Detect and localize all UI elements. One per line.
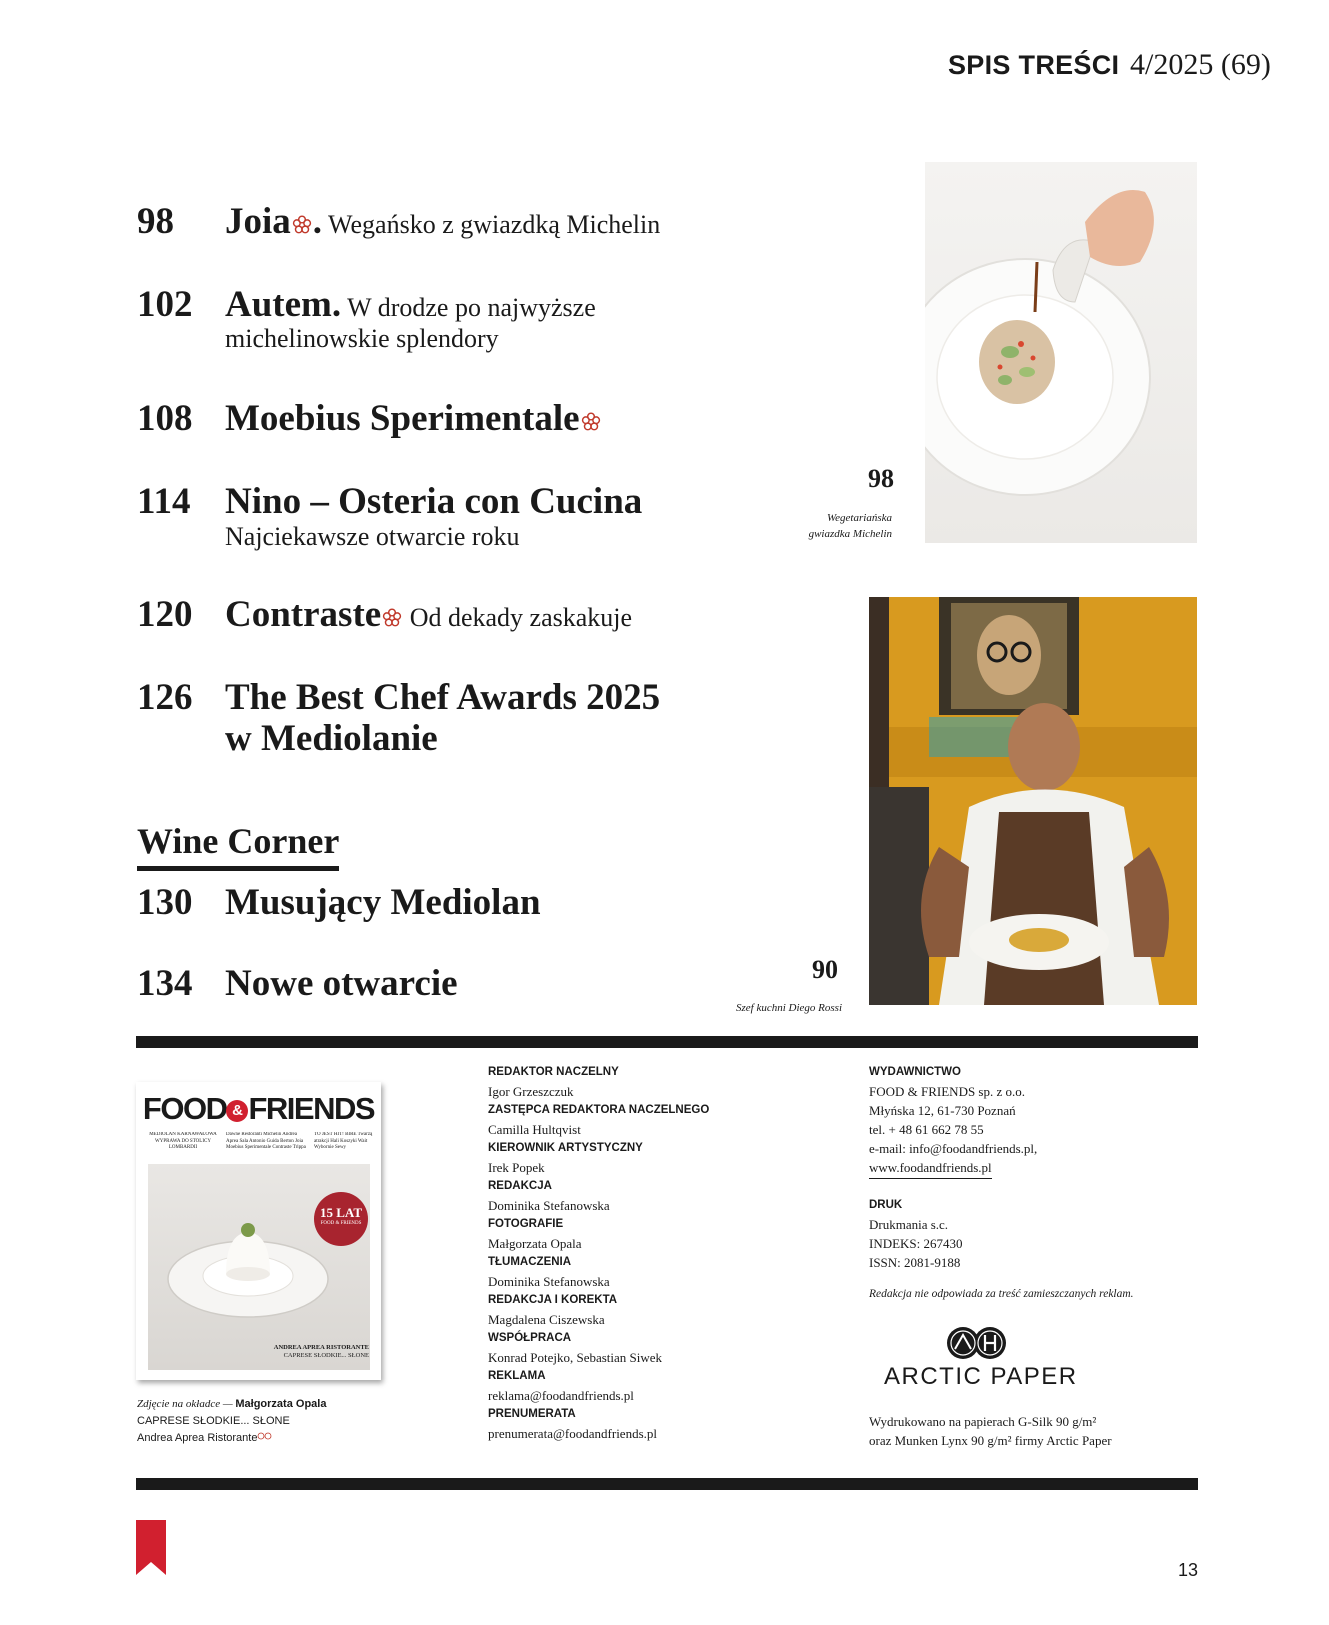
ads-disclaimer: Redakcja nie odpowiada za treść zamieszczanych reklam. <box>869 1288 1134 1300</box>
toc-title: Joia <box>225 201 291 242</box>
cover-strap-left: MEDIOLAN KARNAWAŁOWA WYPRAWA DO STOLICY LOMBARDII <box>149 1132 217 1150</box>
bookmark-icon <box>136 1520 166 1575</box>
dish-photo-caption: Wegetariańska gwiazdka Michelin <box>808 512 892 540</box>
subscription-email-link[interactable]: prenumerata@foodandfriends.pl <box>488 1426 657 1441</box>
toc-page-number: 126 <box>137 677 193 718</box>
toc-title: Moebius Sperimentale <box>225 398 580 439</box>
section-heading-wine-corner: Wine Corner <box>137 820 339 871</box>
toc-subtitle: Od dekady zaskakuje <box>403 603 633 632</box>
toc-entry-musujacy-mediolan[interactable] <box>225 881 541 924</box>
publisher-info: WYDAWNICTWO FOOD & FRIENDS sp. z o.o. Młyńska 12, 61-730 Poznań tel. + 48 61 662 78 55 e-mail: info@foodandfriends.pl, www.foodandfriends.pl <box>869 1063 1199 1179</box>
toc-title-line2: w Mediolanie <box>225 718 438 759</box>
toc-title: Contraste <box>225 594 382 635</box>
toc-page-number: 130 <box>137 882 193 923</box>
toc-entry-joia[interactable] <box>225 200 660 246</box>
michelin-star-icon <box>580 400 602 443</box>
publisher-email-link[interactable]: e-mail: info@foodandfriends.pl, <box>869 1141 1038 1156</box>
toc-entry-nowe-otwarcie[interactable] <box>225 962 458 1005</box>
cover-caption: Zdjęcie na okładce — Małgorzata Opala CAPRESE SŁODKIE... SŁONE Andrea Aprea Ristorante <box>137 1398 327 1444</box>
toc-page-number: 114 <box>137 481 191 522</box>
chef-photo <box>869 597 1197 1005</box>
cover-badge: 15 LAT FOOD & FRIENDS <box>314 1192 368 1246</box>
toc-title: Nowe otwarcie <box>225 963 458 1004</box>
paper-note: Wydrukowano na papierach G-Silk 90 g/m² oraz Munken Lynx 90 g/m² firmy Arctic Paper <box>869 1414 1112 1448</box>
toc-title: The Best Chef Awards 2025 <box>225 677 661 718</box>
toc-page-number: 102 <box>137 284 193 325</box>
magazine-cover[interactable] <box>136 1082 381 1380</box>
dish-photo-page-ref: 98 <box>868 464 894 493</box>
michelin-star-icon <box>381 596 403 639</box>
toc-entry-autem[interactable] <box>225 283 596 326</box>
issue-number: 4/2025 (69) <box>1130 48 1271 81</box>
michelin-star-icon <box>257 1432 273 1444</box>
section-title: SPIS TREŚCI <box>948 50 1120 80</box>
toc-title: Nino – Osteria con Cucina <box>225 481 643 522</box>
toc-title: Autem. <box>225 284 342 325</box>
toc-subtitle: W drodze po najwyższe <box>341 293 596 322</box>
divider <box>136 1478 1198 1490</box>
toc-page-number: 120 <box>137 594 193 635</box>
toc-page-number: 108 <box>137 398 193 439</box>
toc-title-suffix: . <box>312 201 323 242</box>
toc-entry-moebius[interactable] <box>225 397 602 443</box>
toc-page-number: 134 <box>137 963 193 1004</box>
editorial-credits: REDAKTOR NACZELNY Igor Grzeszczuk ZASTĘPCA REDAKTORA NACZELNEGO Camilla Hultqvist KIEROWNIK ARTYSTYCZNY Irek Popek REDAKCJA Dominika Stefanowska FOTOGRAFIE Małgorzata Opala TŁUMACZENIA Dominika Stefanowska REDAKCJA I KOREKTA Magdalena Ciszewska WSPÓŁPRACA Konrad Potejko, Sebastian Siwek REKLAMA reklama@foodandfriends.pl PRENUMERATA prenumerata@foodandfriends.pl <box>488 1063 808 1443</box>
cover-logo: FOOD & FRIENDS <box>142 1091 375 1126</box>
cover-strap-mid: Dawne Restoranti Michelin Andrea Aprea Sala Antonio Guida Berton Joia Moebius Sperimentale Contraste Trippa <box>226 1132 306 1150</box>
arctic-paper-logo: ARCTIC PAPER <box>884 1363 1078 1390</box>
toc-entry-nino[interactable] <box>225 480 642 523</box>
website-link[interactable]: www.foodandfriends.pl <box>869 1158 992 1179</box>
toc-subtitle: Wegańsko z gwiazdką Michelin <box>322 210 661 239</box>
chef-photo-caption: Szef kuchni Diego Rossi <box>735 1002 842 1014</box>
dish-photo <box>925 162 1197 543</box>
toc-subtitle-line2: Najciekawsze otwarcie roku <box>225 522 520 551</box>
arctic-paper-emblem-icon <box>944 1323 1009 1361</box>
toc-subtitle-line2: michelinowskie splendory <box>225 324 499 353</box>
toc-title: Musujący Mediolan <box>225 882 541 923</box>
cover-strap-right: TO JEST HIT! BIRE Twarzą atrakcji Hali Koszyki Wait Wybornie Sewy <box>314 1132 373 1150</box>
toc-entry-best-chef-awards[interactable] <box>225 676 660 719</box>
toc-page-number: 98 <box>137 201 174 242</box>
michelin-star-icon <box>291 203 313 246</box>
toc-entry-contraste[interactable] <box>225 593 632 639</box>
print-info: DRUK Drukmania s.c. INDEKS: 267430 ISSN: 2081-9188 <box>869 1199 963 1270</box>
advertising-email-link[interactable]: reklama@foodandfriends.pl <box>488 1388 634 1403</box>
divider <box>136 1036 1198 1048</box>
page-number: 13 <box>1178 1560 1199 1580</box>
chef-photo-page-ref: 90 <box>812 955 838 984</box>
cover-footer: ANDREA APREA RISTORANTE CAPRESE SŁODKIE... SŁONE <box>273 1344 369 1359</box>
